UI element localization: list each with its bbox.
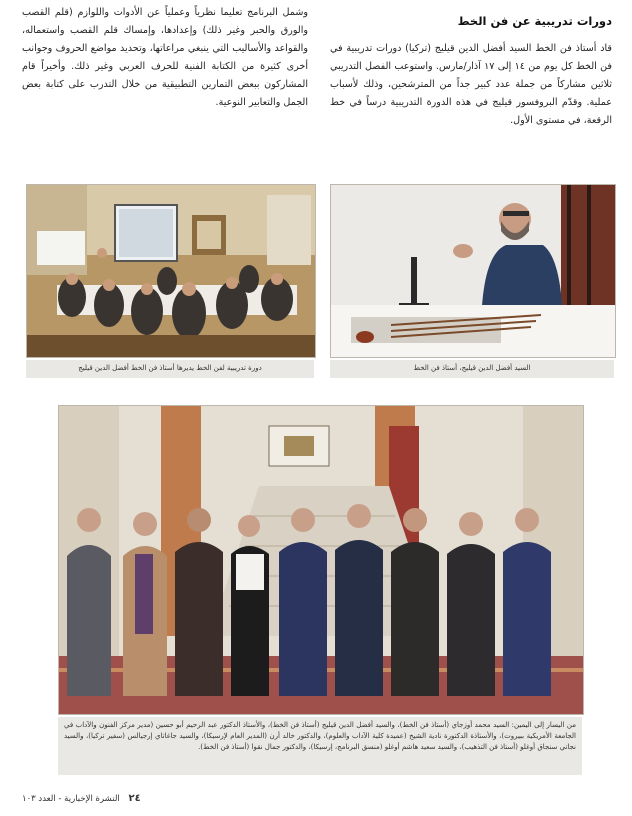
- article-right-column: [330, 40, 612, 170]
- group-photo: [58, 405, 584, 715]
- left-column-text: وشمل البرنامج تعليما نظرياً وعملياً عن الأدوات واللوازم (قلم القصب والورق والحبر وغير ذلك) وإعدادها، وإمساك قلم القصب واستعماله، والقواعد والأساليب التي ينبغي مراعاتها، وتحديد مواضع الحروف وجوانب أخرى كثيرة من الكتابة الفنية للحرف العربي وغير ذلك. وأخيراً قام المشاركون ببعض التمارين التطبيقية من خلال التدرب على كتابة بعض الجمل والتعابير النوعية.: [22, 7, 308, 108]
- page-number: ٢٤: [128, 793, 141, 804]
- calligrapher-photo: [330, 184, 616, 358]
- page-footer: [22, 793, 141, 804]
- article-left-column: [22, 4, 308, 172]
- classroom-photo: [26, 184, 316, 358]
- publication-name: النشرة الإخبارية - العدد ١٠٣: [22, 794, 120, 804]
- classroom-photo-caption: دورة تدريبية لفن الخط يديرها أستاذ فن الخط أفضل الدين قيليج: [26, 360, 314, 378]
- right-column-text: قاد أستاذ فن الخط السيد أفضل الدين قيليج (تركيا) دورات تدريبية في فن الخط كل يوم من ١٤ إلى ١٧ آذار/مارس. واستوعب الفصل التدريبي ثلاثين مشاركاً من جملة عدد كبير جداً من المترشحين، وذلك لأسباب عملية. وقدّم البروفسور قيليج في هذه الدورة التدريبية درساً في خط الرقعة، في مستوى الأول.: [330, 43, 612, 126]
- group-photo-caption: من اليسار إلى اليمين: السيد محمد أوزجاي (أستاذ فن الخط)، والسيد أفضل الدين قيليج (أستاذ فن الخط)، والأستاذ الدكتور عبد الرحيم أبو حسين (مدير مركز الفنون والآداب في الجامعة الأمريكية ببيروت)، والأستاذة الدكتورة نادية الشيخ (عميدة كلية الآداب والعلوم)، والدكتور خالد أرن (المدير العام لإرسيكا)، والسيد جاغاتاي إرجيالس (سفير تركيا)، والسيد نجاتي سنجاق أوغلو (أستاذ فن التذهيب)، والسيد سعيد هاشم أوغلو (منسق البرنامج، إرسيكا)، والدكتور جمال نقوا (أستاذ فن الخط).: [58, 717, 582, 775]
- article-heading: دورات تدريبية عن فن الخط: [457, 14, 612, 28]
- calligrapher-photo-caption: السيد أفضل الدين قيليج، أستاذ فن الخط: [330, 360, 614, 378]
